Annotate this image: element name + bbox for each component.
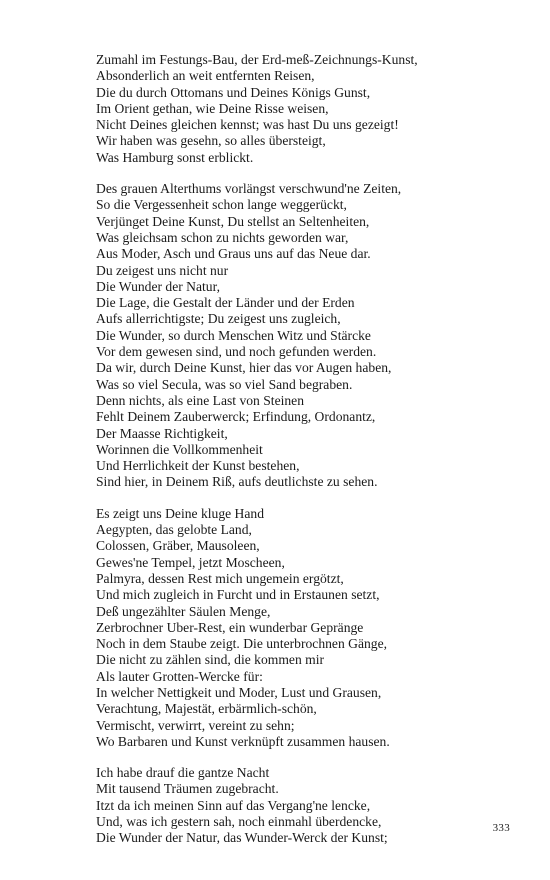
verse-line: Palmyra, dessen Rest mich ungemein ergötzt, — [96, 570, 344, 586]
verse-line: Zerbrochner Uber-Rest, ein wunderbar Gepränge — [96, 619, 364, 635]
verse-line: So die Vergessenheit schon lange weggerückt, — [96, 197, 347, 213]
stanza — [96, 52, 476, 166]
verse-line: Mit tausend Träumen zugebracht. — [96, 781, 279, 797]
verse-line: Worinnen die Vollkommenheit — [96, 441, 263, 457]
verse-line: Vermischt, verwirrt, vereint zu sehn; — [96, 717, 295, 733]
verse-line: Absonderlich an weit entfernten Reisen, — [96, 68, 315, 84]
verse-line: Was so viel Secula, was so viel Sand begraben. — [96, 376, 353, 392]
verse-line: Nicht Deines gleichen kennst; was hast Du uns gezeigt! — [96, 117, 399, 133]
stanza — [96, 506, 476, 750]
verse-line: Noch in dem Staube zeigt. Die unterbrochnen Gänge, — [96, 636, 388, 652]
verse-line: Die Wunder, so durch Menschen Witz und Stärcke — [96, 327, 371, 343]
verse-line: Colossen, Gräber, Mausoleen, — [96, 538, 260, 554]
verse-line: Verachtung, Majestät, erbärmlich-schön, — [96, 701, 317, 717]
stanza — [96, 765, 476, 846]
verse-line: Aufs allerrichtigste; Du zeigest uns zugleich, — [96, 311, 341, 327]
verse-line: Ich habe drauf die gantze Nacht — [96, 765, 270, 781]
verse-line: In welcher Nettigkeit und Moder, Lust und Grausen, — [96, 684, 382, 700]
verse-line: Die Wunder der Natur, das Wunder-Werck der Kunst; — [96, 830, 388, 846]
verse-line: Die du durch Ottomans und Deines Königs Gunst, — [96, 84, 371, 100]
verse-line: Deß ungezählter Säulen Menge, — [96, 603, 271, 619]
verse-line: Vor dem gewesen sind, und noch gefunden werden. — [96, 344, 377, 360]
verse-line: Da wir, durch Deine Kunst, hier das vor Augen haben, — [96, 360, 392, 376]
verse-line: Du zeigest uns nicht nur — [96, 262, 229, 278]
stanza — [96, 181, 476, 491]
verse-line: Denn nichts, als eine Last von Steinen — [96, 392, 305, 408]
verse-line: Als lauter Grotten-Wercke für: — [96, 668, 263, 684]
verse-line: Die nicht zu zählen sind, die kommen mir — [96, 652, 325, 668]
verse-line: Es zeigt uns Deine kluge Hand — [96, 505, 264, 521]
verse-line: Im Orient gethan, wie Deine Risse weisen, — [96, 100, 329, 116]
verse-line: Des grauen Alterthums vorlängst verschwund'ne Zeiten, — [96, 181, 402, 197]
verse-line: Sind hier, in Deinem Riß, aufs deutlichste zu sehen. — [96, 474, 378, 490]
page-number: 333 — [492, 822, 510, 834]
verse-line: Wir haben was gesehn, so alles übersteigt, — [96, 133, 326, 149]
verse-line: Was gleichsam schon zu nichts geworden war, — [96, 229, 349, 245]
verse-line: Die Lage, die Gestalt der Länder und der Erden — [96, 295, 355, 311]
verse-line: Und mich zugleich in Furcht und in Erstaunen setzt, — [96, 587, 380, 603]
verse-line: Fehlt Deinem Zauberwerck; Erfindung, Ordonantz, — [96, 409, 376, 425]
verse-line: Der Maasse Richtigkeit, — [96, 425, 228, 441]
poem-text — [96, 52, 476, 862]
verse-line: Und Herrlichkeit der Kunst bestehen, — [96, 458, 300, 474]
verse-line: Wo Barbaren und Kunst verknüpft zusammen hausen. — [96, 733, 390, 749]
verse-line: Die Wunder der Natur, — [96, 278, 220, 294]
verse-line: Aus Moder, Asch und Graus uns auf das Neue dar. — [96, 246, 371, 262]
verse-line: Gewes'ne Tempel, jetzt Moscheen, — [96, 554, 285, 570]
verse-line: Was Hamburg sonst erblickt. — [96, 149, 254, 165]
verse-line: Verjünget Deine Kunst, Du stellst an Seltenheiten, — [96, 213, 370, 229]
verse-line: Und, was ich gestern sah, noch einmahl überdencke, — [96, 814, 382, 830]
verse-line: Aegypten, das gelobte Land, — [96, 522, 252, 538]
verse-line: Zumahl im Festungs-Bau, der Erd-meß-Zeichnungs-Kunst, — [96, 52, 418, 67]
verse-line: Itzt da ich meinen Sinn auf das Vergang'ne lencke, — [96, 797, 371, 813]
